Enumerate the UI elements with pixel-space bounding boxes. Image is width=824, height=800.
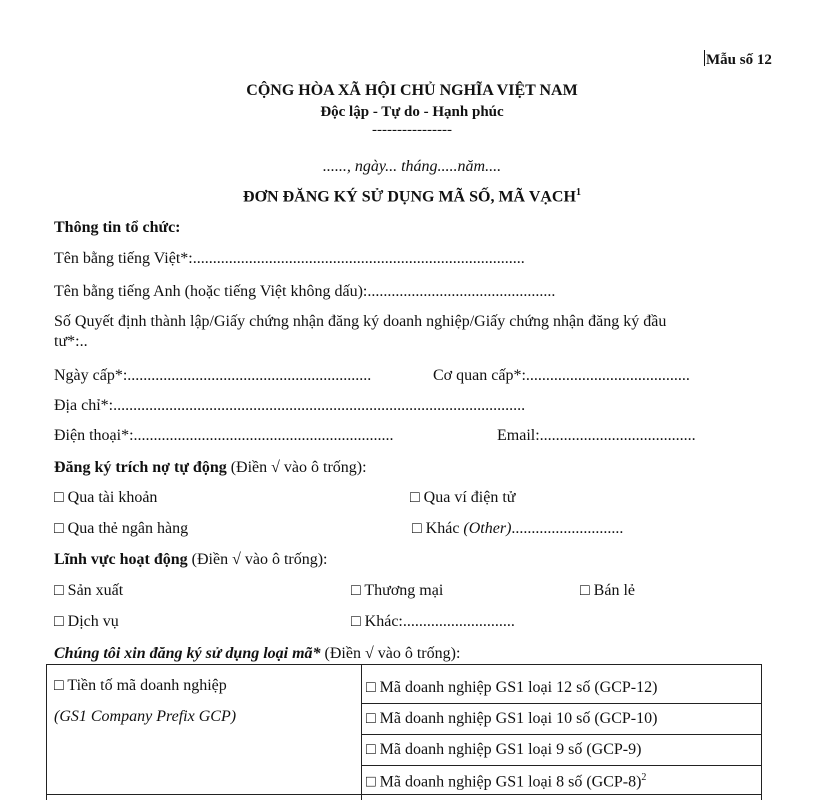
option-gcp-8-label: □ Mã doanh nghiệp GS1 loại 8 số (GCP-8) (366, 773, 642, 791)
name-vn-field: Tên bằng tiếng Việt*:................................................................................... (54, 250, 525, 267)
phone-field: Điện thoại*:................................................................. (54, 427, 394, 444)
address-field: Địa chỉ*:....................................................................................................... (54, 397, 526, 414)
auto-debit-heading (54, 459, 367, 477)
code-type-heading-text: Chúng tôi xin đăng ký sử dụng loại mã* (54, 645, 321, 662)
form-title (0, 187, 824, 206)
code-type-heading (54, 645, 460, 663)
field-hint: (Điền √ vào ô trống): (187, 551, 328, 568)
form-title-text: ĐƠN ĐĂNG KÝ SỬ DỤNG MÃ SỐ, MÃ VẠCH (243, 188, 576, 206)
option-e-wallet[interactable]: □ Qua ví điện tử (410, 489, 516, 506)
auto-debit-hint: (Điền √ vào ô trống): (226, 459, 367, 476)
auto-debit-heading-text: Đăng ký trích nợ tự động (54, 459, 227, 476)
option-other-field[interactable]: □ Khác:............................ (351, 613, 515, 630)
field-heading-text: Lĩnh vực hoạt động (54, 551, 188, 568)
table-column-divider (361, 664, 362, 800)
date-line: ......, ngày... tháng.....năm.... (322, 158, 502, 175)
option-service[interactable]: □ Dịch vụ (54, 613, 119, 630)
option-retail[interactable]: □ Bán lẻ (580, 582, 635, 599)
option-other-debit-label: □ Khác (412, 520, 464, 537)
decision-field-line2: tư*:.. (54, 333, 88, 350)
issuer-field: Cơ quan cấp*:......................................... (433, 367, 690, 384)
option-gcp-8[interactable] (366, 772, 646, 791)
table-border-top (46, 664, 762, 665)
name-en-field: Tên bằng tiếng Anh (hoặc tiếng Việt không dấu):............................................... (54, 283, 556, 300)
table-border-right (761, 664, 762, 800)
gcp-8-footnote: 2 (641, 772, 647, 783)
form-number (704, 50, 772, 69)
option-other-dots: ............................ (511, 520, 624, 537)
org-info-heading: Thông tin tổ chức: (54, 219, 181, 236)
option-gcp-12[interactable]: □ Mã doanh nghiệp GS1 loại 12 số (GCP-12) (366, 679, 658, 696)
field-heading (54, 551, 328, 569)
email-field: Email:....................................... (497, 427, 696, 444)
header-divider: ---------------- (372, 122, 452, 138)
option-other-debit[interactable] (412, 520, 623, 538)
decision-field-line1: Số Quyết định thành lập/Giấy chứng nhận đăng ký doanh nghiệp/Giấy chứng nhận đăng ký đầu (54, 313, 667, 330)
option-company-prefix[interactable]: □ Tiền tố mã doanh nghiệp (54, 677, 227, 694)
option-trade[interactable]: □ Thương mại (351, 582, 444, 599)
form-number-text: Mẫu số 12 (706, 52, 772, 68)
option-other-italic: (Other) (463, 520, 512, 537)
company-prefix-english: (GS1 Company Prefix GCP) (54, 708, 237, 725)
country-name: CỘNG HÒA XÃ HỘI CHỦ NGHĨA VIỆT NAM (246, 82, 578, 99)
title-footnote: 1 (575, 187, 581, 198)
text-cursor (704, 50, 705, 66)
table-row-divider (46, 794, 762, 795)
option-gcp-10[interactable]: □ Mã doanh nghiệp GS1 loại 10 số (GCP-10) (366, 710, 658, 727)
code-type-hint: (Điền √ vào ô trống): (320, 645, 461, 662)
table-row-divider (361, 734, 761, 735)
table-border-left (46, 664, 47, 800)
option-gcp-9[interactable]: □ Mã doanh nghiệp GS1 loại 9 số (GCP-9) (366, 741, 642, 758)
option-bank-account[interactable]: □ Qua tài khoản (54, 489, 158, 506)
issue-date-field: Ngày cấp*:............................................................. (54, 367, 372, 384)
national-motto: Độc lập - Tự do - Hạnh phúc (320, 104, 504, 120)
table-row-divider (361, 765, 761, 766)
option-bank-card[interactable]: □ Qua thẻ ngân hàng (54, 520, 189, 537)
table-row-divider (361, 703, 761, 704)
option-production[interactable]: □ Sản xuất (54, 582, 124, 599)
